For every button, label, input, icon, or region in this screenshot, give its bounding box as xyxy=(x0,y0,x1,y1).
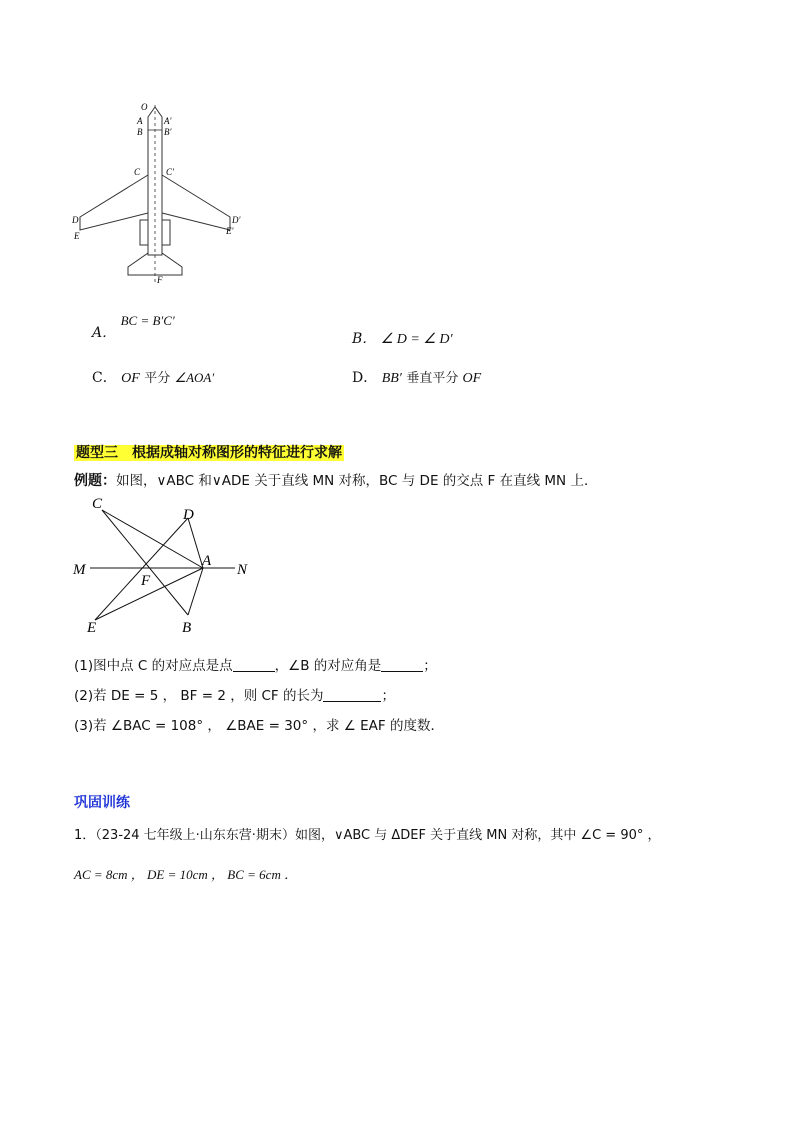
label-E2: E' xyxy=(226,226,234,236)
option-d-letter: D． xyxy=(352,370,378,386)
label-A2: A' xyxy=(164,116,172,126)
star-figure xyxy=(70,492,270,637)
option-c[interactable] xyxy=(92,367,214,387)
practice-q1-line2 xyxy=(74,864,297,883)
label-E: E xyxy=(74,231,80,241)
question-2 xyxy=(74,684,395,704)
practice-title: 巩固训练 xyxy=(74,795,130,811)
option-d[interactable] xyxy=(352,367,481,387)
label-D: D xyxy=(72,215,79,225)
question-1-mid: ，∠B 的对应角是 xyxy=(274,658,382,674)
option-b[interactable] xyxy=(352,328,453,348)
example-label: 例题： xyxy=(74,473,116,489)
label-C: C xyxy=(134,167,141,177)
label-C: C xyxy=(92,496,103,512)
option-d-text: 垂直平分 xyxy=(406,371,463,386)
question-1 xyxy=(74,654,437,674)
label-B2: B' xyxy=(164,127,172,137)
segment-AB xyxy=(188,568,203,615)
label-B: B xyxy=(182,620,192,636)
practice-q1-line1 xyxy=(74,824,661,843)
left-wing xyxy=(80,175,148,230)
question-2-blank[interactable] xyxy=(323,687,381,702)
label-M: M xyxy=(73,562,86,578)
option-c-letter: C． xyxy=(92,370,117,386)
question-1-post: ； xyxy=(423,658,437,674)
option-a-letter: A． xyxy=(92,325,117,341)
question-2-pre: (2)若 DE = 5 ， BF = 2 ，则 CF 的长为 xyxy=(74,688,324,704)
question-2-post: ； xyxy=(381,688,395,704)
airplane-figure xyxy=(60,95,260,295)
label-C2: C' xyxy=(166,167,174,177)
question-1-pre: (1)图中点 C 的对应点是点 xyxy=(74,658,233,674)
right-engine xyxy=(162,220,170,245)
option-b-math: ∠ D = ∠ D′ xyxy=(380,332,453,347)
example-line xyxy=(74,469,597,490)
label-F: F xyxy=(157,275,163,285)
label-B: B xyxy=(137,127,143,137)
option-a[interactable] xyxy=(92,313,175,342)
question-3 xyxy=(74,714,444,734)
example-text: 如图，∨ABC 和∨ADE 关于直线 MN 对称，BC 与 DE 的交点 F 在直线 MN 上． xyxy=(116,473,598,489)
option-c-text: 平分 xyxy=(144,371,175,386)
question-1-blank-2[interactable] xyxy=(381,657,423,672)
label-O: O xyxy=(141,102,148,112)
option-d-math1: BB′ xyxy=(381,371,402,386)
option-d-math2: OF xyxy=(462,371,482,386)
label-E: E xyxy=(87,620,97,636)
question-3-text: (3)若 ∠BAC = 108° ， ∠BAE = 30° ，求 ∠ EAF 的度数． xyxy=(74,718,444,734)
segment-DE xyxy=(95,518,188,620)
option-b-letter: B． xyxy=(352,331,377,347)
label-F: F xyxy=(141,573,151,589)
option-c-math1: OF xyxy=(121,371,140,386)
practice-q1-line1-text: 1．（23-24 七年级上·山东东营·期末）如图，∨ABC 与 ΔDEF 关于直线 MN 对称，其中 ∠C = 90° ， xyxy=(74,828,661,843)
label-D: D xyxy=(183,507,194,523)
left-engine xyxy=(140,220,148,245)
right-wing xyxy=(162,175,230,230)
option-a-math: BC = B′C′ xyxy=(120,313,175,328)
section-title: 题型三 根据成轴对称图形的特征进行求解 xyxy=(76,445,342,461)
label-A: A xyxy=(137,116,143,126)
practice-q1-line2-text: AC = 8cm ， DE = 10cm ， BC = 6cm ． xyxy=(74,867,298,882)
option-c-math2: ∠AOA′ xyxy=(174,370,215,385)
label-A: A xyxy=(202,553,212,569)
label-N: N xyxy=(237,562,248,578)
label-D2: D' xyxy=(232,215,241,225)
segment-CB xyxy=(102,510,188,615)
question-1-blank-1[interactable] xyxy=(233,657,275,672)
